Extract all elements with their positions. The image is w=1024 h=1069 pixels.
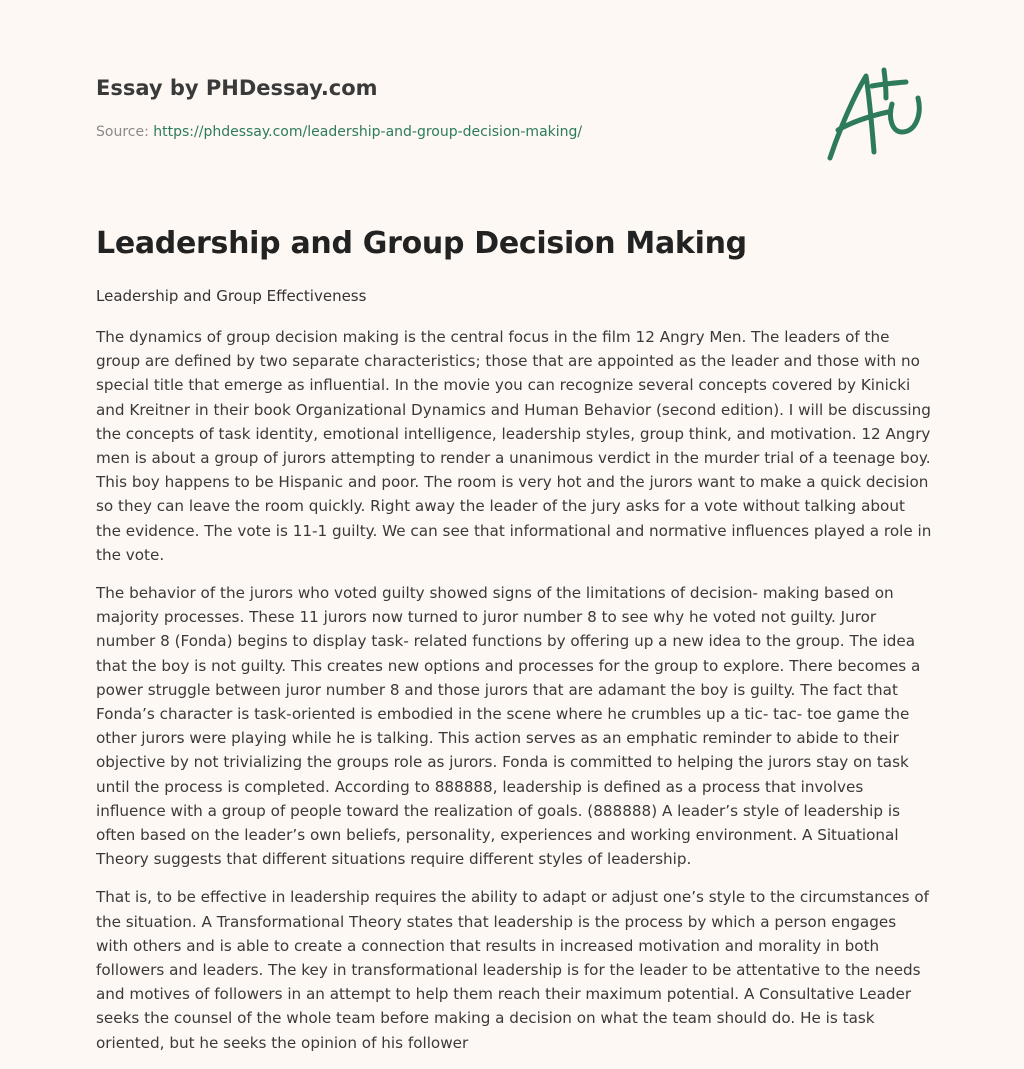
essay-paragraph: The behavior of the jurors who voted guilty showed signs of the limitations of decision- making based on majority processes. These 11 jurors now turned to juror number 8 to see why he voted not guilty. Juror number 8 (Fonda) begins to display task- related functions by offering up a new idea to the group. The idea that the boy is not guilty. This creates new options and processes for the group to explore. There becomes a power struggle between juror number 8 and those jurors that are adamant the boy is guilty. The fact that Fonda’s character is task-oriented is embodied in the scene where he crumbles up a tic- tac- toe game the other jurors were playing while he is talking. This action serves as an emphatic reminder to abide to their objective by not trivializing the groups role as jurors. Fonda is committed to helping the jurors stay on task until the process is completed. According to 888888, leadership is defined as a process that involves influence with a group of people toward the realization of goals. (888888) A leader’s style of leadership is often based on the leader’s own beliefs, personality, experiences and working environment. A Situational Theory suggests that different situations require different styles of leadership. — [96, 584, 921, 869]
a-plus-grade-icon — [822, 66, 928, 164]
essay-body — [96, 325, 932, 1069]
essay-paragraph: That is, to be effective in leadership requires the ability to adapt or adjust one’s style to the circumstances of the situation. A Transformational Theory states that leadership is the process by which a person engages with others and is able to create a connection that results in increased motivation and morality in both followers and leaders. The key in transformational leadership is for the leader to be attentative to the needs and motives of followers in an attempt to help them reach their maximum potential. A Consultative Leader seeks the counsel of the whole team before making a decision on what the team should do. He is task oriented, but he seeks the opinion of his follower — [96, 888, 929, 1052]
essay-paragraph: The dynamics of group decision making is the central focus in the film 12 Angry Men. The leaders of the group are defined by two separate characteristics; those that are appointed as the leader and those with no special title that emerge as influential. In the movie you can recognize several concepts covered by Kinicki and Kreitner in their book Organizational Dynamics and Human Behavior (second edition). I will be discussing the concepts of task identity, emotional intelligence, leadership styles, group think, and motivation. 12 Angry men is about a group of jurors attempting to render a unanimous verdict in the murder trial of a teenage boy. This boy happens to be Hispanic and poor. The room is very hot and the jurors want to make a quick decision so they can leave the room quickly. Right away the leader of the jury asks for a vote without talking about the evidence. The vote is 11-1 guilty. We can see that informational and normative influences played a role in the vote. — [96, 328, 932, 564]
essay-title: Leadership and Group Decision Making — [96, 226, 747, 261]
site-brand: Essay by PHDessay.com — [96, 76, 378, 100]
source-link[interactable]: https://phdessay.com/leadership-and-group-decision-making/ — [153, 124, 583, 140]
source-label: Source: — [96, 124, 149, 140]
source-line — [96, 124, 582, 140]
essay-subtitle: Leadership and Group Effectiveness — [96, 287, 367, 305]
